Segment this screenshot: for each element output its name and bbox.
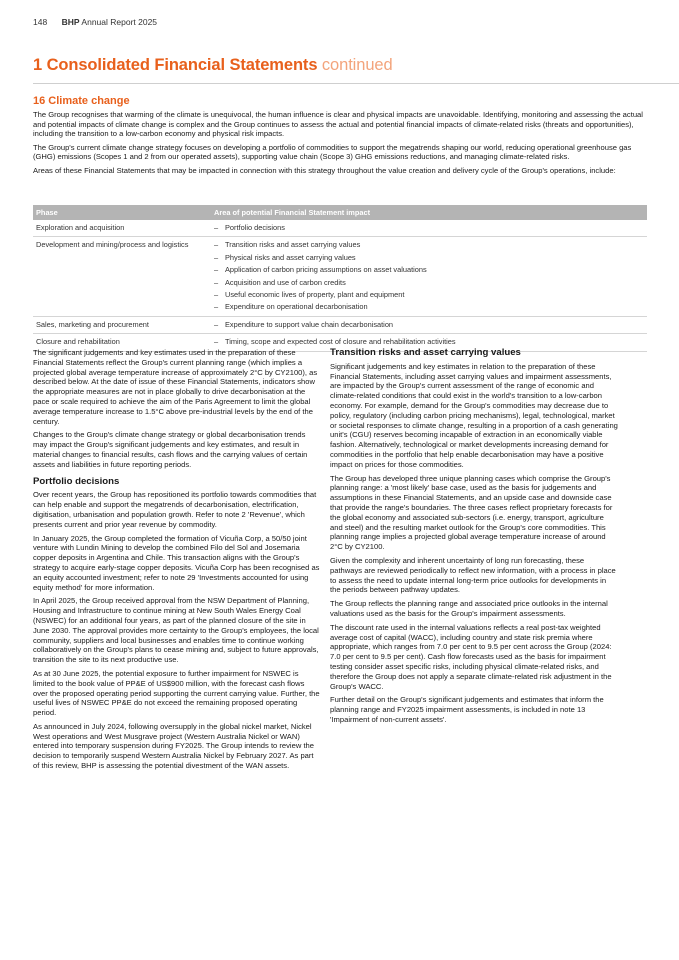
- impact-item: – Physical risks and asset carrying values: [214, 252, 356, 262]
- impact-item: – Useful economic lives of property, plant and equipment: [214, 290, 405, 300]
- body-paragraph: The significant judgements and key estimates used in the preparation of these Financial Statements reflect the Group's current planning range (which implies a projected global average temperature increase of approximately 2°C by CY2100), as described below. At the date of issue of these Financial Statements, indicators show the appropriate measures are not in place globally to drive decarbonisation at the pace or scale required to achieve the aim of the Paris Agreement to limit the global average temperature increase to 1.5°C above pre-industrial levels by the end of the century.: [33, 348, 318, 426]
- transition-heading: Transition risks and asset carrying values: [330, 347, 521, 358]
- page-number: 148: [33, 17, 48, 27]
- title-divider: [33, 83, 679, 84]
- body-paragraph: In January 2025, the Group completed the formation of Vicuña Corp, a 50/50 joint venture with Lundin Mining to develop the combined Filo del Sol and Josemaria copper deposits in Argentina and Chile. This transaction aligns with the Group's strategy to acquire early-stage copper deposits. Vicuña Corp has been recognised as an equity accounted investment; refer to note 29 'Investments accounted for using equity method' for more information.: [33, 533, 320, 592]
- title-number: 1: [33, 56, 43, 74]
- impact-item: – Portfolio decisions: [214, 223, 285, 232]
- phase-cell: Closure and rehabilitation: [33, 334, 211, 351]
- phase-cell: Exploration and acquisition: [33, 220, 211, 237]
- intro-text: [33, 110, 647, 179]
- body-paragraph: Over recent years, the Group has repositioned its portfolio towards commodities that can help enable and support the megatrends of decarbonisation, electrification, digitisation, urbanisation and population growth. Refer to note 2 'Revenue', which presents current and prior year revenue by commodity.: [33, 490, 317, 529]
- impact-cell: [211, 220, 647, 237]
- body-paragraph: As at 30 June 2025, the potential exposure to further impairment for NSWEC is limited to the book value of PP&E of US$900 million, with the forecast cash flows over the proposed operating period supporting the current carrying value. Further, the useful lives of NSWEC PP&E do not exceed the remaining proposed operating period.: [33, 668, 320, 718]
- body-paragraph: Significant judgements and key estimates in relation to the preparation of these Financial Statements, including asset carrying values and impairment assessments, are impacted by the Group's current assessment of the range of economic and climate-related conditions that could exist in the world's transition to a low-carbon economy. For example, demand for the Group's commodities may decrease due to policy, regulatory (including carbon pricing mechanisms), legal, technological, market or societal responses to climate change, resulting in a proportion of a cash generating unit's (CGU) reserves becoming incapable of extraction in an economically viable fashion. Alternatively, technological or market developments increasing demand for commodities in the portfolio that help enable decarbonisation may have a positive impact on prices for those commodities.: [330, 361, 618, 469]
- company-name: BHP: [61, 17, 80, 27]
- body-paragraph: The Group reflects the planning range and associated price outlooks in the internal valuations used as the basis for the Group's impairment assessments.: [330, 599, 608, 618]
- impact-cell: [211, 316, 647, 333]
- header-phase: Phase: [33, 205, 211, 220]
- page-header: [33, 17, 157, 27]
- table-row: [33, 220, 647, 237]
- portfolio-heading: Portfolio decisions: [33, 475, 120, 487]
- phase-cell: Development and mining/process and logistics: [33, 237, 211, 316]
- impact-item: – Acquisition and use of carbon credits: [214, 277, 346, 287]
- impact-cell: [211, 237, 647, 316]
- body-paragraph: In April 2025, the Group received approval from the NSW Department of Planning, Housing and Infrastructure to continue mining at New South Wales Energy Coal (NSWEC) for an additional four years, as part of the planned closure of the site in June 2030. The approval provides more certainty to the Group's employees, the local community, suppliers and local businesses and enables time to continue working collaboratively on the Group's plans to cease mining and, subject to future approvals, transition the site to its next productive use.: [33, 596, 319, 665]
- header-impact: Area of potential Financial Statement impact: [211, 205, 647, 220]
- impact-item: – Application of carbon pricing assumptions on asset valuations: [214, 265, 427, 275]
- body-paragraph: As announced in July 2024, following oversupply in the global nickel market, Nickel West operations and West Musgrave project (Western Australia Nickel or WAN) entered into temporary suspension during FY2025. The Group intends to review the decision to temporarily suspend Western Australia Nickel by February 2027. As part of this review, BHP is assessing the potential divestment of the WAN assets.: [33, 721, 314, 771]
- impact-item: – Expenditure to support value chain decarbonisation: [214, 319, 394, 329]
- body-paragraph: Further detail on the Group's significant judgements and estimates that inform the planning range and FY2025 impairment assessments, is included in note 13 'Impairment of non-current assets'.: [330, 695, 604, 724]
- intro-paragraph: The Group recognises that warming of the climate is unequivocal, the human influence is clear and physical impacts are unavoidable. Identifying, monitoring and assessing the actual and potential impacts of climate change is complex and the Group continues to assess the actual and potential financial impacts of climate-related risks (threats and opportunities), including the transition to a low-carbon economy and physical risk impacts.: [33, 110, 643, 139]
- report-name: Annual Report 2025: [81, 17, 158, 27]
- title-text: Consolidated Financial Statements: [46, 56, 318, 74]
- body-paragraph: The discount rate used in the internal valuations reflects a real post-tax weighted average cost of capital (WACC), including country and state risk premia where appropriate, which ranges from 7.0 per cent to 9.5 per cent across the Group (2024: 7.0 per cent to 9.5 per cent). Cash flow forecasts used as the basis for impairment testing consider asset specific risks, including physical climate-related risks, and therefore the Group does not apply a separate climate-related risk adjustment in the Group's WACC.: [330, 622, 612, 691]
- left-column: [33, 348, 320, 775]
- table-row: [33, 237, 647, 316]
- body-paragraph: Changes to the Group's climate change strategy or global decarbonisation trends may impact the Group's significant judgements and key estimates, and result in material changes to financial results, cash flows and the carrying values of certain assets and liabilities in future reporting periods.: [33, 430, 308, 469]
- intro-paragraph: The Group's current climate change strategy focuses on developing a portfolio of commodities to support the megatrends shaping our world, reducing operational greenhouse gas (GHG) emissions (Scopes 1 and 2 from our operated assets), supporting value chain (Scope 3) GHG emissions reductions, and managing climate-related risks.: [33, 142, 632, 162]
- impact-item: – Transition risks and asset carrying values: [214, 240, 361, 250]
- table-header-row: [33, 205, 647, 220]
- impact-item: – Expenditure on operational decarbonisation: [214, 302, 368, 312]
- body-paragraph: The Group has developed three unique planning cases which comprise the Group's planning range: a 'most likely' base case, used as the basis for judgements and assumptions in these Financial Statements, and an upside case and downside case that provide the range's boundaries. The three cases reflect proprietary forecasts for the global economy and associated sub-sectors (i.e. energy, transport, agriculture and steel) and the resulting market outlook for the Group's core commodities. This planning range implies a projected global average temperature increase of around 2°C by CY2100.: [330, 473, 613, 552]
- body-paragraph: Given the complexity and inherent uncertainty of long run forecasting, these pathways are reviewed periodically to reflect new information, with a process in place to assess the need to update internal long-term price outlooks for developments in the periods between pathway updates.: [330, 555, 616, 595]
- impact-item: – Timing, scope and expected cost of closure and rehabilitation activities: [214, 337, 456, 347]
- page-title: [33, 56, 393, 75]
- intro-paragraph: Areas of these Financial Statements that may be impacted in connection with this strategy throughout the value creation and delivery cycle of the Group's operations, include:: [33, 165, 616, 175]
- table-row: [33, 316, 647, 333]
- right-column: [330, 348, 618, 729]
- impact-table: [33, 205, 647, 352]
- phase-cell: Sales, marketing and procurement: [33, 316, 211, 333]
- title-continued: continued: [321, 56, 393, 74]
- section-heading: 16 Climate change: [33, 95, 130, 107]
